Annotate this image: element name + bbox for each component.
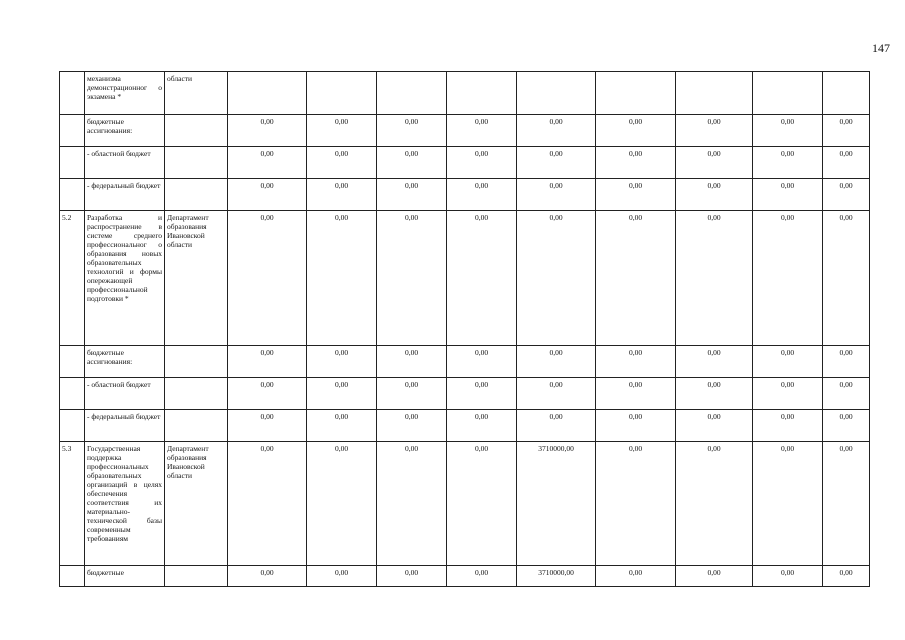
- row-name: бюджетные: [85, 566, 165, 587]
- row-executor: [165, 115, 228, 147]
- row-name: механизма демонстрационног о экзамена *: [85, 72, 165, 115]
- value-cell: 0,00: [823, 211, 870, 346]
- table-row: [60, 410, 870, 442]
- table-row: [60, 179, 870, 211]
- value-cell: 0,00: [517, 211, 596, 346]
- row-executor: [165, 179, 228, 211]
- value-cell: [753, 72, 823, 115]
- value-cell: 0,00: [228, 442, 307, 566]
- value-cell: 0,00: [447, 566, 517, 587]
- table-row: [60, 72, 870, 115]
- row-executor: Департамент образования Ивановской области: [165, 442, 228, 566]
- value-cell: 0,00: [596, 179, 676, 211]
- value-cell: 0,00: [228, 211, 307, 346]
- value-cell: 0,00: [596, 442, 676, 566]
- row-name: - областной бюджет: [85, 147, 165, 179]
- row-index: [60, 115, 85, 147]
- value-cell: 0,00: [447, 115, 517, 147]
- row-executor: [165, 378, 228, 410]
- value-cell: 0,00: [517, 179, 596, 211]
- value-cell: 0,00: [753, 147, 823, 179]
- value-cell: 0,00: [517, 147, 596, 179]
- row-name: бюджетные ассигнования:: [85, 346, 165, 378]
- value-cell: 0,00: [676, 179, 753, 211]
- value-cell: 0,00: [228, 147, 307, 179]
- value-cell: 0,00: [823, 179, 870, 211]
- value-cell: 0,00: [228, 410, 307, 442]
- value-cell: [596, 72, 676, 115]
- value-cell: 0,00: [307, 211, 377, 346]
- value-cell: 3710000,00: [517, 566, 596, 587]
- value-cell: 0,00: [447, 410, 517, 442]
- value-cell: 0,00: [377, 410, 447, 442]
- value-cell: 0,00: [228, 179, 307, 211]
- value-cell: 0,00: [823, 410, 870, 442]
- row-index: [60, 566, 85, 587]
- table-row: [60, 566, 870, 587]
- value-cell: 0,00: [517, 346, 596, 378]
- value-cell: [517, 72, 596, 115]
- table-row: [60, 442, 870, 566]
- value-cell: 0,00: [447, 378, 517, 410]
- value-cell: 0,00: [307, 410, 377, 442]
- value-cell: 0,00: [596, 147, 676, 179]
- value-cell: 0,00: [377, 147, 447, 179]
- table-row: [60, 115, 870, 147]
- value-cell: 0,00: [596, 410, 676, 442]
- value-cell: 0,00: [377, 211, 447, 346]
- value-cell: 0,00: [823, 566, 870, 587]
- value-cell: 0,00: [676, 211, 753, 346]
- value-cell: 0,00: [307, 179, 377, 211]
- value-cell: 0,00: [228, 378, 307, 410]
- row-executor: [165, 147, 228, 179]
- value-cell: 0,00: [307, 442, 377, 566]
- value-cell: 0,00: [517, 115, 596, 147]
- row-index: 5.2: [60, 211, 85, 346]
- row-name: - федеральный бюджет: [85, 410, 165, 442]
- value-cell: 0,00: [753, 346, 823, 378]
- value-cell: 0,00: [517, 378, 596, 410]
- row-executor: [165, 566, 228, 587]
- row-index: [60, 346, 85, 378]
- value-cell: [377, 72, 447, 115]
- value-cell: 0,00: [447, 442, 517, 566]
- value-cell: 0,00: [753, 211, 823, 346]
- row-name: Разработка и распространение в системе среднего профессиональног о образования новых образовательных технологий и формы опережающей профессиональной подготовки *: [85, 211, 165, 346]
- value-cell: 0,00: [377, 566, 447, 587]
- value-cell: 0,00: [228, 115, 307, 147]
- value-cell: [823, 72, 870, 115]
- value-cell: 0,00: [377, 442, 447, 566]
- value-cell: 0,00: [753, 442, 823, 566]
- value-cell: 0,00: [307, 115, 377, 147]
- value-cell: 0,00: [823, 346, 870, 378]
- value-cell: 0,00: [447, 346, 517, 378]
- value-cell: 3710000,00: [517, 442, 596, 566]
- value-cell: 0,00: [377, 179, 447, 211]
- value-cell: 0,00: [447, 211, 517, 346]
- value-cell: 0,00: [447, 179, 517, 211]
- value-cell: [676, 72, 753, 115]
- value-cell: 0,00: [377, 378, 447, 410]
- value-cell: 0,00: [307, 346, 377, 378]
- value-cell: 0,00: [447, 147, 517, 179]
- row-index: [60, 410, 85, 442]
- value-cell: 0,00: [823, 115, 870, 147]
- value-cell: [447, 72, 517, 115]
- table-row: [60, 346, 870, 378]
- value-cell: 0,00: [596, 115, 676, 147]
- row-name: - федеральный бюджет: [85, 179, 165, 211]
- row-index: 5.3: [60, 442, 85, 566]
- value-cell: 0,00: [823, 378, 870, 410]
- row-index: [60, 378, 85, 410]
- value-cell: 0,00: [228, 566, 307, 587]
- row-index: [60, 147, 85, 179]
- budget-table: [59, 71, 870, 587]
- row-name: - областной бюджет: [85, 378, 165, 410]
- value-cell: 0,00: [676, 147, 753, 179]
- table-row: [60, 147, 870, 179]
- value-cell: [228, 72, 307, 115]
- value-cell: 0,00: [753, 378, 823, 410]
- row-executor: [165, 346, 228, 378]
- row-name: бюджетные ассигнования:: [85, 115, 165, 147]
- value-cell: 0,00: [307, 566, 377, 587]
- row-executor: Департамент образования Ивановской области: [165, 211, 228, 346]
- row-name: Государственная поддержка профессиональных образовательных организаций в целях обеспечения соответствия их материально-технической базы современным требованиям: [85, 442, 165, 566]
- value-cell: 0,00: [823, 147, 870, 179]
- page-number: 147: [872, 41, 890, 55]
- value-cell: 0,00: [228, 346, 307, 378]
- value-cell: 0,00: [517, 410, 596, 442]
- value-cell: [307, 72, 377, 115]
- value-cell: 0,00: [676, 378, 753, 410]
- table-row: [60, 378, 870, 410]
- value-cell: 0,00: [753, 566, 823, 587]
- value-cell: 0,00: [753, 410, 823, 442]
- row-executor: [165, 410, 228, 442]
- value-cell: 0,00: [596, 346, 676, 378]
- value-cell: 0,00: [596, 566, 676, 587]
- value-cell: 0,00: [823, 442, 870, 566]
- value-cell: 0,00: [676, 115, 753, 147]
- value-cell: 0,00: [753, 115, 823, 147]
- value-cell: 0,00: [676, 566, 753, 587]
- value-cell: 0,00: [676, 442, 753, 566]
- value-cell: 0,00: [377, 346, 447, 378]
- row-index: [60, 179, 85, 211]
- row-executor: области: [165, 72, 228, 115]
- value-cell: 0,00: [596, 211, 676, 346]
- value-cell: 0,00: [753, 179, 823, 211]
- value-cell: 0,00: [596, 378, 676, 410]
- table-row: [60, 211, 870, 346]
- value-cell: 0,00: [307, 147, 377, 179]
- value-cell: 0,00: [676, 346, 753, 378]
- value-cell: 0,00: [377, 115, 447, 147]
- value-cell: 0,00: [676, 410, 753, 442]
- row-index: [60, 72, 85, 115]
- value-cell: 0,00: [307, 378, 377, 410]
